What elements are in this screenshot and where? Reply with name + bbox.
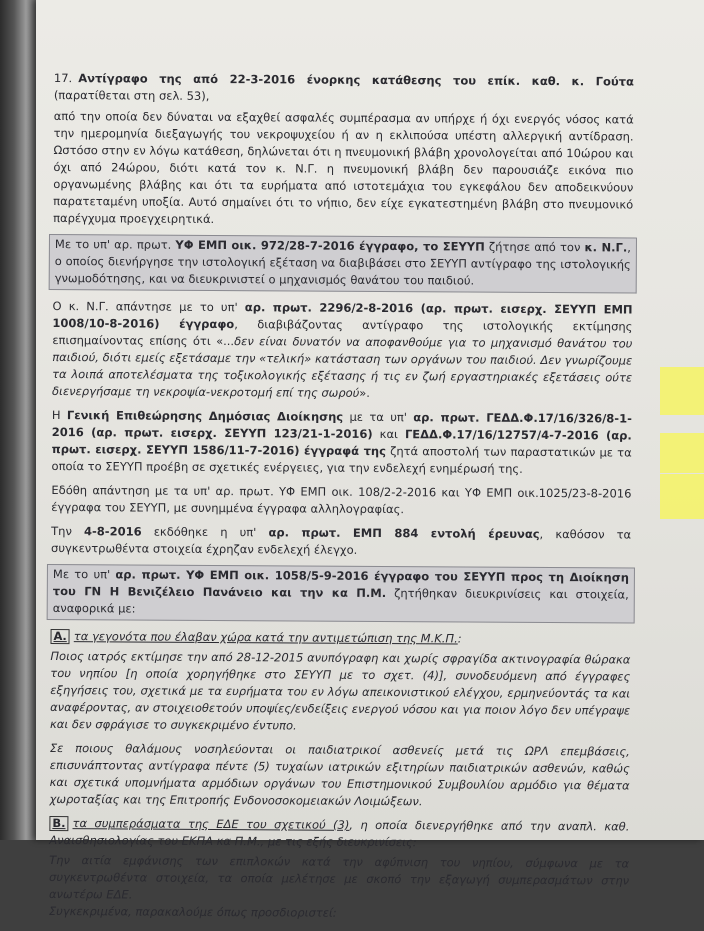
sticky-note-2 (660, 433, 704, 473)
item-title: Αντίγραφο της από 22-3-2016 ένορκης κατάθεσης του επίκ. καθ. κ. Γούτα (78, 71, 634, 89)
item-note: (παρατίθεται στη σελ. 53), (53, 87, 210, 103)
section-a-question-1: Ποιος ιατρός εκτίμησε την από 28-12-2015 ανυπόγραφη και χωρίς σφραγίδα ακτινογραφία θώρακα του νηπίου [η οποία χορηγήθηκε στο ΣΕΥΥΠ με το σχετ. (4)], συνοδευόμενη από έγγραφες εξηγήσεις του, σχετικά με τα ευρήματα του εν λόγω απεικονιστικού ελέγχου, ερμηνεύοντάς τα και αναφέροντας, αν στοιχειοθετούν υποψίες/ενδείξεις ενεργού νόσου και για ποιον λόγο δεν υπέγραψε και δεν σφράγισε το συγκεκριμένο έντυπο. (49, 648, 631, 733)
paragraph-request-972: Με το υπ' αρ. πρωτ. ΥΦ ΕΜΠ οικ. 972/28-7-2016 έγγραφο, το ΣΕΥΥΠ ζήτησε από τον κ. Ν.Γ., ο οποίος διενήργησε την ιστολογική εξέταση να διαβιβάσει στο ΣΕΥΥΠ αντίγραφο της ιστολογικής γνωμοδότησης, και να διευκρινιστεί ο μηχανισμός θανάτου του παιδιού. (49, 234, 637, 294)
section-a-heading: Α. τα γεγονότα που έλαβαν χώρα κατά την αντιμετώπιση της Μ.Κ.Π.: (50, 628, 630, 649)
item-17-heading (54, 70, 634, 108)
section-b-question-2: Συγκεκριμένα, παρακαλούμε όπως προσδιοριστεί: (48, 903, 337, 920)
section-b-question-1: Την αιτία εμφάνισης των επιπλοκών κατά την αφύπνιση του νηπίου, σύμφωνα με τα συγκεντρωθέντα στοιχεία, τα οποία μελέτησε με σκοπό την εξαγωγή συμπερασμάτων στην ανωτέρω ΕΔΕ. (48, 852, 630, 902)
paragraph-request-1058: Με το υπ' αρ. πρωτ. ΥΦ ΕΜΠ οικ. 1058/5-9-2016 έγγραφο του ΣΕΥΥΠ προς τη Διοίκηση του ΓΝ Η Βενιζέλειο Πανάνειο και την κα Π.Μ. ζητήθηκαν διευκρινίσεις και στοιχεία, αναφορικά με: (47, 564, 635, 624)
section-a-title: τα γεγονότα που έλαβαν χώρα κατά την αντιμετώπιση της Μ.Κ.Π. (73, 629, 458, 646)
paragraph-intro: από την οποία δεν δύναται να εξαχθεί ασφαλές συμπέρασμα αν υπήρχε ή όχι ενεργός νόσος κατά την ημερομηνία διεξαγωγής του νεκροψυχείου ή αν η εκλιπούσα υπέστη αλλεργική αντίδραση. Ωστόσο στην εν λόγω κατάθεση, δηλώνεται ότι η πνευμονική βλάβη χρονολογείται από 10ώρου και όχι από 24ώρου, διότι κατά τον κ. Ν.Γ. η πνευμονική βλάβη δεν παρουσιάζε εικόνα πιο οργανωμένης βλάβης και ότι τα ευρήματα από ιστοτεμάχια του εγκεφάλου δεν αποδεικνύουν παρατεταμένη υποξία. Αυτό σημαίνει ότι το νήπιο, δεν είχε εγκατεστημένη βλάβη στο πνευμονικό παρέγχυμα προεγχειρητικά. (53, 108, 634, 226)
paragraph-answer: Εδόθη απάντηση με τα υπ' αρ. πρωτ. ΥΦ ΕΜΠ οικ. 108/2-2-2016 και ΥΦ ΕΜΠ οικ.1025/23-8-2016 έγγραφα του ΣΕΥΥΠ, με συνημμένα έγγραφα αλληλογραφίας. (51, 482, 632, 517)
section-a-question-2: Σε ποιους θαλάμους νοσηλεύονται οι παιδιατρικοί ασθενείς μετά τις ΩΡΛ επεμβάσεις, επισυνάπτοντας αντίγραφα πέντε (5) τυχαίων ιατρικών εξιτηρίων παιδιατρικών ασθενών, καθώς και σχετικά υπομνήματα αρμόδιων οργάνων του Επιστημονικού Συμβουλίου αρμόδιο για θέματα χωροταξίας και της Επιτροπής Ενδονοσοκομειακών Λοιμώξεων. (49, 740, 630, 809)
sticky-note-3 (660, 474, 704, 519)
section-b-letter: Β. (49, 816, 68, 831)
section-b-heading: Β. τα συμπεράσματα της ΕΔΕ του σχετικού (3), η οποία διενεργήθηκε από την αναπλ. καθ. Αναισθησιολογίας του ΕΚΠΑ κα Π.Μ., με τις εξής διευκρινίσεις: (49, 816, 630, 850)
sticky-note-1 (660, 367, 704, 415)
item-number: 17. (53, 70, 73, 86)
document-page (36, 0, 704, 920)
document-body (49, 70, 634, 931)
paragraph-inspectorate: Η Γενική Επιθεώρησης Δημόσιας Διοίκησης με τα υπ' αρ. πρωτ. ΓΕΔΔ.Φ.17/16/326/8-1-2016 (αρ. πρωτ. εισερχ. ΣΕΥΥΠ 123/21-1-2016) και ΓΕΔΔ.Φ.17/16/12757/4-7-2016 (αρ. πρωτ. εισερχ. ΣΕΥΥΠ 1586/11-7-2016) έγγραφά της ζητά αποστολή των παραστατικών με τα οποία το ΣΕΥΥΠ προέβη σε σχετικές ενέργειες, για την ενδελεχή ενημέρωσή της. (51, 407, 632, 476)
paragraph-investigation-order: Την 4-8-2016 εκδόθηκε η υπ' αρ. πρωτ. ΕΜΠ 884 εντολή έρευνας, καθόσον τα συγκεντρωθέντα στοιχεία έχρηζαν ενδελεχή έλεγχο. (51, 523, 632, 557)
section-a-letter: Α. (50, 629, 69, 644)
paragraph-reply-2296: Ο κ. Ν.Γ. απάντησε με το υπ' αρ. πρωτ. 2296/2-8-2016 (αρ. πρωτ. εισερχ. ΣΕΥΥΠ ΕΜΠ 1008/10-8-2016) έγγραφο, διαβιβάζοντας αντίγραφο της ιστολογικής εκτίμησης επισημαίνοντας επίσης ότι «...δεν είναι δυνατόν να αποφανθούμε για το μηχανισμό θανάτου του παιδιού, διότι εμείς εξετάσαμε την «τελική» κατάσταση των οργάνων του παιδιού. Δεν γνωρίζουμε τα λοιπά αποτελέσματα της τοξικολογικής εξέτασης ή τις εν ζωή εργαστηριακές εξετάσεις ούτε διενεργήσαμε τη νεκροψία-νεκροτομή επί της σωρού». (51, 298, 633, 400)
section-b-title: τα συμπεράσματα της ΕΔΕ του σχετικού (3) (72, 816, 350, 832)
